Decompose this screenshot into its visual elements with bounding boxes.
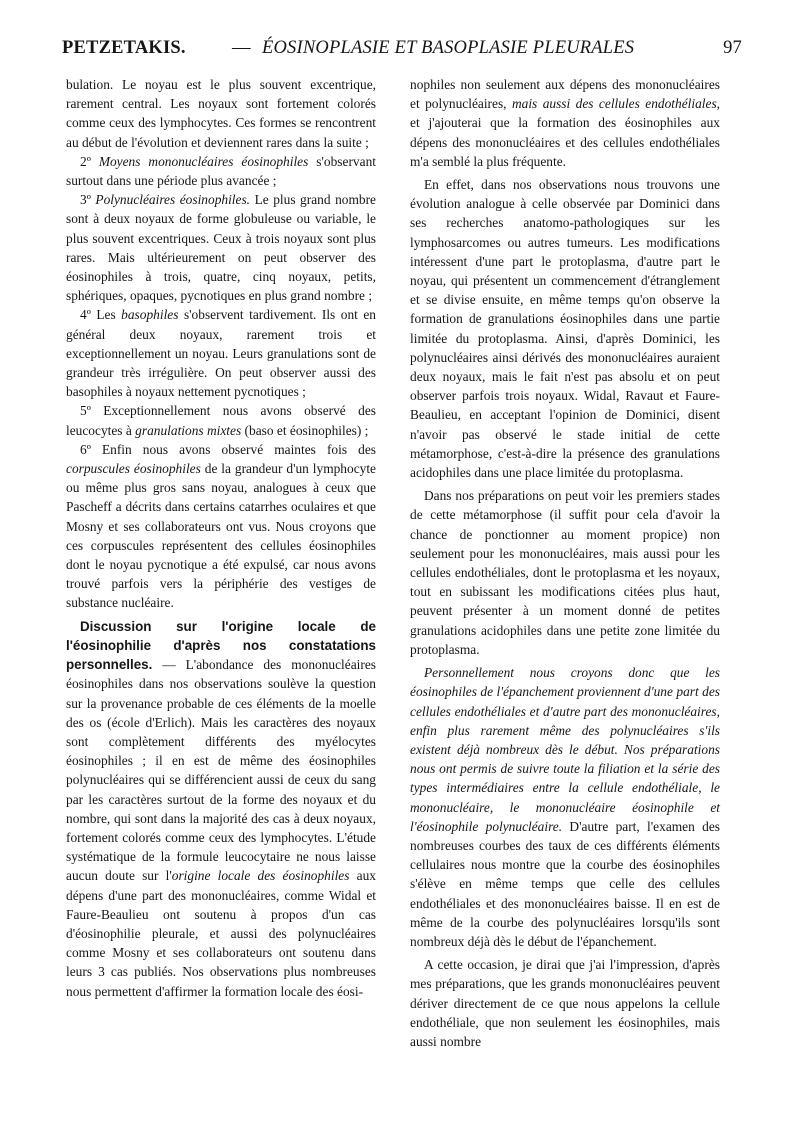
paragraph xyxy=(66,190,376,305)
text: s'observent tardivement. Ils ont en général deux noyaux, rarement trois et exceptionnellement un noyau. Leurs granulations sont de grandeur très irrégulière. On peut observer aussi des basophiles à noyaux nettement pycnotiques ; xyxy=(66,307,376,400)
text: (baso et éosinophiles) ; xyxy=(244,422,369,438)
text: Le plus grand nombre sont à deux noyaux de forme globuleuse ou variable, le plus souvent excentriques. Ceux à trois noyaux sont plus rares. Mais ultérieurement on peut observer des éosinophiles à trois, quatre, cinq noyaux, petits, sphériques, opaques, pycnotiques en plus grand nombre ; xyxy=(66,192,376,304)
page-number: 97 xyxy=(723,38,742,58)
text: D'autre part, l'examen des nombreuses courbes des taux de ces différents éléments cellulaires nous montre que la courbe des éosinophiles s'élève en même temps que celle des cellules endothéliales et des mononucléaires baisse. Il en est de même de la courbe des polynucléaires lorsqu'ils sont nombreux déjà dès le début de l'épanchement. xyxy=(410,818,720,949)
header-author: PETZETAKIS. xyxy=(62,38,186,58)
header-separator: — xyxy=(232,38,251,58)
header-title: ÉOSINOPLASIE ET BASOPLASIE PLEURALES xyxy=(262,38,635,58)
running-header xyxy=(62,38,742,68)
term: granulations mixtes xyxy=(135,422,242,438)
term: origine locale des éosinophiles xyxy=(171,868,350,884)
paragraph xyxy=(410,663,720,951)
paragraph: A cette occasion, je dirai que j'ai l'impression, d'après mes préparations, que les grands mononucléaires peuvent dériver directement de ce que nous appelons la cellule endothéliale, que non seulement les éosinophiles, mais aussi nombre xyxy=(410,957,720,1049)
text: de la grandeur d'un lymphocyte ou même plus gros sans noyau, analogues à ceux que Pascheff a décrits dans certains catarrhes oculaires et que Mosny et ses collaborateurs ont vus. Nous croyons que ces corpuscules représentent des cellules éosinophiles dont le noyau pycnotique a été expulsé, car nous avons trouvé parfois vers la périphérie des vestiges de substance nucléaire. xyxy=(66,461,376,611)
paragraph xyxy=(66,440,376,613)
italic-passage: Personnellement nous croyons donc que les éosinophiles de l'épanchement proviennent d'une part des cellules endothéliales et d'autre part des mononucléaires, enfin plus rarement même des polynucléaires s'ils existent déjà nombreux dès le début. Nos préparations nous ont permis de suivre toute la filiation et la série des types intermédiaires entre la cellule endothéliale, le mononucléaire, le mononucléaire éosinophile et l'éosinophile polynucléaire. xyxy=(410,665,720,834)
term: Moyens mononucléaires éosinophiles xyxy=(98,153,309,169)
paragraph xyxy=(66,305,376,401)
term: Polynucléaires éosinophiles. xyxy=(95,192,251,208)
text: 6º Enfin nous avons observé maintes fois des xyxy=(80,441,376,457)
section-heading: Discussion sur l'origine locale de l'éosinophilie d'après nos constatations personnelles. xyxy=(66,618,376,673)
text: s'observant surtout dans une période plus avancée ; xyxy=(66,153,376,189)
term: mais aussi des cellules endothéliales, xyxy=(511,96,720,112)
paragraph: Dans nos préparations on peut voir les premiers stades de cette métamorphose (il suffit pour cela d'avoir la chance de ponctionner au moment propice) non seulement pour les mononucléaires, mais aussi pour les cellules endothéliales, dont le protoplasma et les noyaux, tout en subissant les modifications citées plus haut, peuvent présenter à un moment donné de petites granulations acidophiles dans une petite zone limitée du protoplasma. xyxy=(410,488,720,657)
text: nophiles non seulement aux dépens des mononucléaires et polynucléaires, xyxy=(410,77,720,112)
item-number: 2º xyxy=(80,153,91,169)
text: 5º Exceptionnellement nous avons observé des leucocytes à xyxy=(66,403,376,438)
text: 4º Les xyxy=(80,307,116,323)
term: basophiles xyxy=(121,307,179,323)
text: aux dépens d'une part des mononucléaires, comme Widal et Faure-Beaulieu ont soutenu à propos d'un cas d'éosinophilie pleurale, et aussi des polynucléaires comme Mosny et ses collaborateurs ont soutenu dans leurs 3 cas publiés. Nos observations plus nombreuses nous permettent d'affirmer la formation locale des éosi- xyxy=(66,868,376,999)
text: — L'abondance des mononucléaires éosinophiles dans nos observations soulève la question sur la provenance probable de ces éléments de la moelle des os (école d'Erlich). Mais les caractères des noyaux sont complètement différents des myélocytes éosinophiles ; il en est de même des éosinophiles polynucléaires qui se différencient aussi de ceux du sang par les caractères surtout de la forme des noyaux et du nombre, qui sont dans la majorité des cas à deux noyaux, fortement colorés comme ceux des lymphocytes. L'étude systématique de la formule leucocytaire ne nous laisse aucun doute sur l' xyxy=(66,657,376,884)
paragraph: bulation. Le noyau est le plus souvent excentrique, rarement central. Les noyaux sont fortement colorés comme ceux des lymphocytes. Ces formes se rencontrent au début de l'évolution et deviennent rares dans la suite ; xyxy=(66,77,376,150)
paragraph: En effet, dans nos observations nous trouvons une évolution analogue à celle observée par Dominici dans ses recherches anatomo-pathologiques sur les lymphosarcomes ou autres tumeurs. Les modifications intéressent d'une part le protoplasma, d'autre part le noyau, qui présentent un commencement d'étranglement et se divise ensuite, en même temps qu'on observe la formation de granulations éosinophiles dans une partie limitée du protoplasma. Ainsi, d'après Dominici, les polynucléaires ainsi dérivés des mononucléaires auraient deux noyaux, mais le fait n'est pas absolu et on peut observer parfois trois noyaux. Widal, Ravaut et Faure-Beaulieu, en acceptant l'opinion de Dominici, disent n'avoir pas observé le stade initial de cette métamorphose, c'est-à-dire la présence des granulations acidophiles dans une place limitée du protoplasma. xyxy=(410,177,720,481)
item-number: 3º xyxy=(80,192,91,208)
term: corpuscules éosinophiles xyxy=(66,461,201,477)
paragraph xyxy=(410,75,720,171)
text: et j'ajouterai que la formation des éosinophiles aux dépens des mononucléaires et des cellules endothéliales m'a semblé la plus fréquente. xyxy=(410,115,720,169)
paragraph xyxy=(66,152,376,190)
left-column xyxy=(66,75,376,1001)
right-column xyxy=(410,75,720,1051)
paragraph xyxy=(66,617,376,1001)
paragraph xyxy=(66,401,376,439)
